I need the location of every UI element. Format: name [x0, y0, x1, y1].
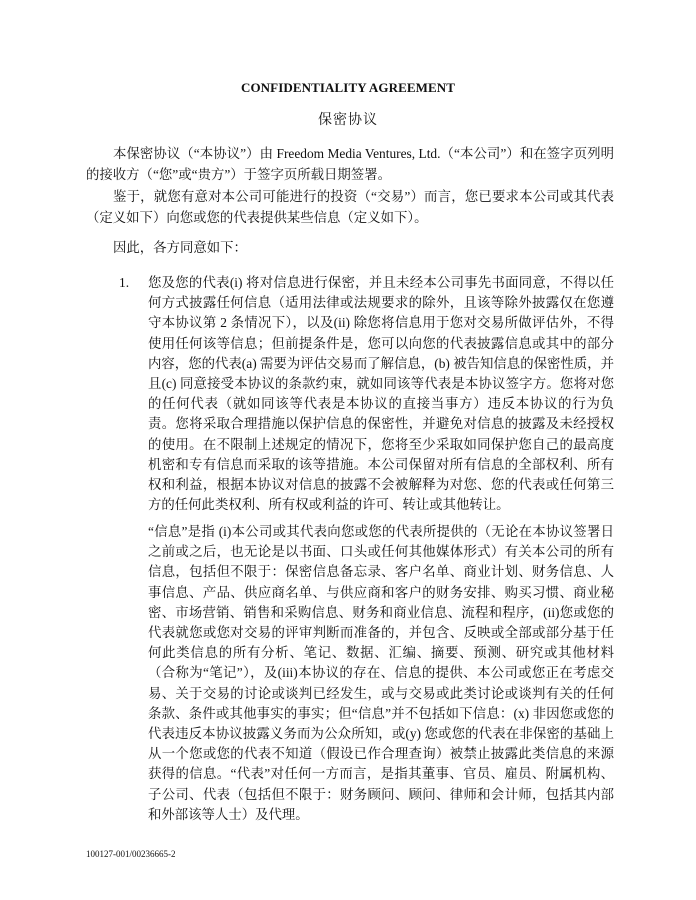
document-title-chinese: 保密协议 — [318, 113, 378, 128]
definitions-paragraph: “信息”是指 (i)本公司或其代表向您或您的代表所提供的（无论在本协议签署日之前或之后，也无论是以书面、口头或任何其他媒体形式）有关本公司的所有信息，包括但不限于：保密信息备忘录、客户名单、商业计划、财务信息、人事信息、产品、供应商名单、与供应商和客户的财务安排、购买习惯、商业秘密、市场营销、销售和采购信息、财务和商业信息、流程和程序，(ii)您或您的代表就您或您对交易的评审判断而准备的，并包含、反映或全部或部分基于任何此类信息的所有分析、笔记、数据、汇编、摘要、预测、研究或其他材料（合称为“笔记”），及(iii)本协议的存在、信息的提供、本公司或您正在考虑交易、关于交易的讨论或谈判已经发生，或与交易或此类讨论或谈判有关的任何条款、条件或其他事实的事实；但“信息”并不包括如下信息：(x) 非因您或您的代表违反本协议披露义务而为公众所知，或(y) 您或您的代表在非保密的基础上从一个您或您的代表不知道（假设已作合理查询）被禁止披露此类信息的来源获得的信息。“代表”对任何一方而言，是指其董事、官员、雇员、附属机构、子公司、代表（包括但不限于：财务顾问、顾问、律师和会计师，包括其内部和外部该等人士）及代理。 — [148, 524, 614, 822]
section-1-text: 您及您的代表(i) 将对信息进行保密，并且未经本公司事先书面同意，不得以任何方式披露任何信息（适用法律或法规要求的除外，且该等除外披露仅在您遵守本协议第 2 条情况下），以及(ii) 除您将信息用于您对交易所做评估外，不得使用任何该等信息；但前提条件是，您可以向您的代表披露信息或其中的部分内容，您的代表(a) 需要为评估交易而了解信息，(b) 被告知信息的保密性质，并且(c) 同意接受本协议的条款约束，就如同该等代表是本协议签字方。您将对您的任何代表（就如同该等代表是本协议的直接当事方）违反本协议的行为负责。您将采取合理措施以保护信息的保密性，并避免对信息的披露及未经授权的使用。在不限制上述规定的情况下，您将至少采取如同保护您自己的最高度机密和专有信息而采取的该等措施。本公司保留对所有信息的全部权利、所有权和利益，根据本协议对信息的披露不会被解释为对您、您的代表或任何第三方的任何此类权利、所有权或利益的许可、转让或其他转让。 — [148, 275, 614, 513]
intro-paragraph: 本保密协议（“本协议”）由 Freedom Media Ventures, Ltd.（“本公司”）和在签字页列明的接收方（“您”或“贵方”）于签字页所载日期签署。 — [86, 146, 614, 182]
document-title-english: CONFIDENTIALITY AGREEMENT — [240, 80, 456, 95]
section-1-number: 1. — [119, 275, 130, 290]
document-footer-id: 100127-001/00236665-2 — [86, 849, 176, 859]
therefore-paragraph: 因此，各方同意如下： — [113, 240, 247, 255]
whereas-paragraph: 鉴于，就您有意对本公司可能进行的投资（“交易”）而言，您已要求本公司或其代表（定义如下）向您或您的代表提供某些信息（定义如下）。 — [86, 189, 614, 225]
